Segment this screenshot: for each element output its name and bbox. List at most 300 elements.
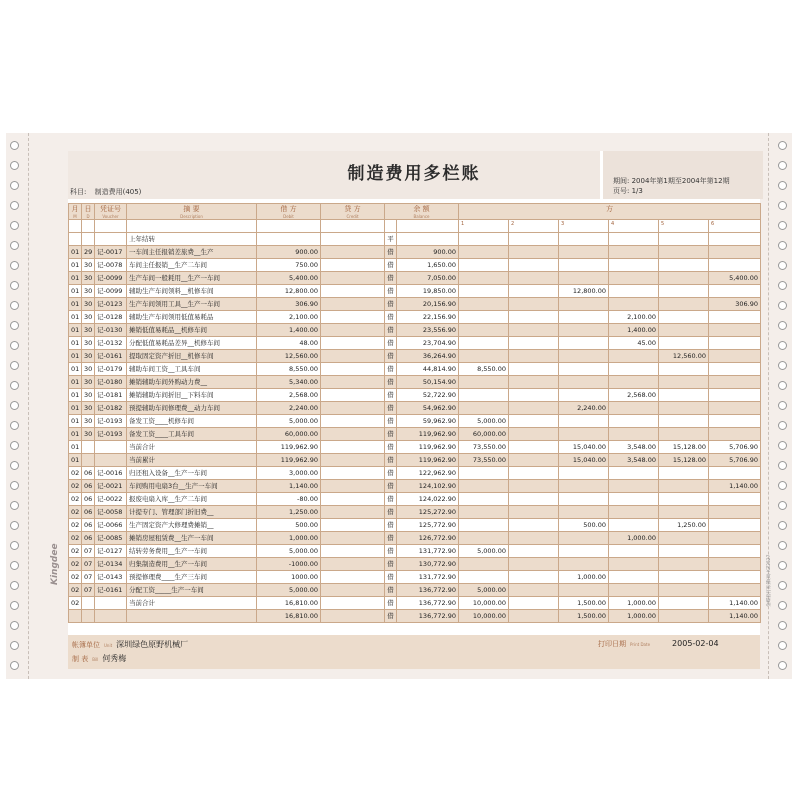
day-cell: 30: [82, 415, 95, 428]
direction-cell: 借: [385, 428, 397, 441]
tractor-hole: [10, 601, 19, 610]
credit-cell: [321, 532, 385, 545]
summary-cell: 生产车间领用工具__生产一车间: [127, 298, 257, 311]
analysis-cell-2: [509, 350, 559, 363]
analysis-cell-6: 5,400.00: [709, 272, 761, 285]
analysis-cell-4: 3,548.00: [609, 454, 659, 467]
summary-cell: 摊销低值易耗品__机修车间: [127, 324, 257, 337]
analysis-cell-3: [559, 532, 609, 545]
debit-cell: 48.00: [257, 337, 321, 350]
analysis-cell-5: [659, 298, 709, 311]
col-1: 1: [459, 220, 509, 233]
ledger-row: [69, 454, 761, 467]
left-perforation: [28, 133, 29, 679]
direction-cell: 借: [385, 402, 397, 415]
voucher-cell: 记-0132: [95, 337, 127, 350]
analysis-cell-3: [559, 415, 609, 428]
analysis-cell-1: [459, 480, 509, 493]
debit-cell: 2,100.00: [257, 311, 321, 324]
month-cell: 01: [69, 441, 82, 454]
page-label: 页号:: [613, 187, 630, 195]
ledger-row: [69, 441, 761, 454]
debit-cell: 5,340.00: [257, 376, 321, 389]
voucher-cell: 记-0021: [95, 480, 127, 493]
summary-cell: 当前合计: [127, 597, 257, 610]
analysis-cell-5: [659, 571, 709, 584]
col-day: 日 D: [82, 204, 95, 220]
analysis-cell-6: [709, 584, 761, 597]
summary-cell: 计提专门、管理部门折旧费__: [127, 506, 257, 519]
analysis-cell-2: [509, 337, 559, 350]
analysis-cell-4: [609, 285, 659, 298]
day-cell: 30: [82, 259, 95, 272]
ledger-row: [69, 324, 761, 337]
analysis-cell-1: [459, 233, 509, 246]
analysis-cell-4: [609, 363, 659, 376]
ledger-row: [69, 558, 761, 571]
analysis-cell-3: [559, 428, 609, 441]
ledger-row: [69, 376, 761, 389]
day-cell: 06: [82, 519, 95, 532]
summary-cell: 报废电扇入库__生产二车间: [127, 493, 257, 506]
direction-cell: 平: [385, 233, 397, 246]
analysis-cell-5: [659, 467, 709, 480]
day-cell: 30: [82, 285, 95, 298]
analysis-cell-2: [509, 610, 559, 623]
tractor-hole: [778, 361, 787, 370]
analysis-cell-5: 12,560.00: [659, 350, 709, 363]
credit-cell: [321, 324, 385, 337]
tractor-hole: [778, 641, 787, 650]
credit-cell: [321, 311, 385, 324]
balance-cell: 119,962.90: [397, 441, 459, 454]
balance-cell: 19,850.00: [397, 285, 459, 298]
tractor-hole: [778, 441, 787, 450]
analysis-cell-1: [459, 272, 509, 285]
tractor-hole: [778, 161, 787, 170]
balance-cell: 44,814.90: [397, 363, 459, 376]
analysis-cell-4: 1,000.00: [609, 610, 659, 623]
month-cell: 01: [69, 454, 82, 467]
credit-cell: [321, 571, 385, 584]
analysis-cell-2: [509, 545, 559, 558]
direction-cell: 借: [385, 324, 397, 337]
analysis-cell-5: [659, 233, 709, 246]
direction-cell: 借: [385, 272, 397, 285]
day-cell: [82, 454, 95, 467]
ledger-table: [68, 203, 761, 623]
debit-cell: 1,400.00: [257, 324, 321, 337]
day-cell: [82, 610, 95, 623]
analysis-cell-4: [609, 545, 659, 558]
ledger-row: [69, 571, 761, 584]
balance-cell: 125,272.90: [397, 506, 459, 519]
direction-cell: 借: [385, 571, 397, 584]
analysis-cell-6: 306.90: [709, 298, 761, 311]
analysis-cell-4: [609, 584, 659, 597]
balance-cell: 136,772.90: [397, 597, 459, 610]
balance-cell: 125,772.90: [397, 519, 459, 532]
company-line: 帐簿单位 Unit 深圳绿色原野机械厂: [72, 640, 189, 649]
tractor-hole: [10, 261, 19, 270]
analysis-cell-2: [509, 571, 559, 584]
footer-band: [68, 635, 760, 669]
analysis-cell-1: [459, 506, 509, 519]
analysis-cell-4: [609, 571, 659, 584]
tractor-hole: [10, 301, 19, 310]
analysis-cell-3: [559, 506, 609, 519]
voucher-cell: 记-0016: [95, 467, 127, 480]
credit-cell: [321, 337, 385, 350]
credit-cell: [321, 467, 385, 480]
balance-cell: 131,772.90: [397, 571, 459, 584]
month-cell: 01: [69, 389, 82, 402]
right-tractor-holes: [774, 133, 792, 679]
analysis-cell-6: [709, 389, 761, 402]
ledger-row: [69, 610, 761, 623]
analysis-cell-6: [709, 506, 761, 519]
analysis-cell-2: [509, 246, 559, 259]
analysis-cell-6: 5,706.90: [709, 441, 761, 454]
col-analysis: 方: [459, 204, 761, 220]
day-cell: [82, 441, 95, 454]
direction-cell: 借: [385, 415, 397, 428]
credit-cell: [321, 597, 385, 610]
analysis-cell-3: [559, 584, 609, 597]
analysis-cell-4: [609, 233, 659, 246]
voucher-cell: 记-0180: [95, 376, 127, 389]
balance-cell: 50,154.90: [397, 376, 459, 389]
summary-cell: 分配低值易耗品差异__机修车间: [127, 337, 257, 350]
col-6: 6: [709, 220, 761, 233]
tractor-hole: [778, 501, 787, 510]
analysis-cell-5: [659, 337, 709, 350]
voucher-cell: 记-0134: [95, 558, 127, 571]
ledger-row: [69, 415, 761, 428]
analysis-cell-2: [509, 363, 559, 376]
day-cell: 29: [82, 246, 95, 259]
credit-cell: [321, 298, 385, 311]
direction-cell: 借: [385, 441, 397, 454]
analysis-cell-1: [459, 298, 509, 311]
ledger-row: [69, 402, 761, 415]
debit-cell: -1000.00: [257, 558, 321, 571]
analysis-cell-3: [559, 259, 609, 272]
summary-cell: 摊销辅助车间折旧__下料车间: [127, 389, 257, 402]
tractor-hole: [10, 541, 19, 550]
month-cell: 02: [69, 571, 82, 584]
analysis-cell-1: 10,000.00: [459, 610, 509, 623]
debit-cell: 1,140.00: [257, 480, 321, 493]
balance-cell: [397, 233, 459, 246]
analysis-cell-1: [459, 493, 509, 506]
summary-cell: 分配工资_____生产一车间: [127, 584, 257, 597]
ledger-row: [69, 506, 761, 519]
voucher-cell: 记-0143: [95, 571, 127, 584]
tractor-hole: [778, 301, 787, 310]
summary-cell: 提取固定资产折旧__机修车间: [127, 350, 257, 363]
voucher-cell: 记-0193: [95, 428, 127, 441]
analysis-cell-6: [709, 545, 761, 558]
summary-cell: 生产固定资产大修理费摊销__: [127, 519, 257, 532]
month-cell: 02: [69, 467, 82, 480]
print-date-line: 打印日期 Print Date 2005-02-04: [598, 639, 719, 648]
tractor-hole: [778, 561, 787, 570]
debit-cell: 2,240.00: [257, 402, 321, 415]
period-value: 2004年第1期至2004年第12期: [631, 177, 730, 185]
analysis-cell-2: [509, 376, 559, 389]
summary-cell: 当前累计: [127, 454, 257, 467]
ledger-row: [69, 233, 761, 246]
analysis-cell-5: [659, 389, 709, 402]
summary-cell: 归还租入设备__生产一车间: [127, 467, 257, 480]
voucher-cell: 记-0058: [95, 506, 127, 519]
direction-cell: 借: [385, 285, 397, 298]
day-cell: [82, 233, 95, 246]
credit-cell: [321, 233, 385, 246]
month-cell: 01: [69, 298, 82, 311]
ledger-sheet: [68, 151, 760, 669]
ledger-row: [69, 584, 761, 597]
day-cell: 07: [82, 571, 95, 584]
analysis-cell-5: [659, 402, 709, 415]
day-cell: 30: [82, 272, 95, 285]
voucher-cell: [95, 454, 127, 467]
analysis-cell-1: [459, 285, 509, 298]
credit-cell: [321, 415, 385, 428]
analysis-cell-2: [509, 454, 559, 467]
debit-cell: 16,810.00: [257, 610, 321, 623]
brand-logo: Kingdee: [50, 543, 60, 585]
analysis-cell-1: 5,000.00: [459, 415, 509, 428]
analysis-cell-5: 15,128.00: [659, 454, 709, 467]
print-date-value: 2005-02-04: [672, 639, 719, 648]
analysis-cell-2: [509, 428, 559, 441]
analysis-cell-5: 15,128.00: [659, 441, 709, 454]
tractor-hole: [10, 401, 19, 410]
analysis-cell-6: [709, 376, 761, 389]
balance-cell: 136,772.90: [397, 584, 459, 597]
tractor-hole: [778, 481, 787, 490]
analysis-cell-1: [459, 350, 509, 363]
analysis-cell-4: 1,400.00: [609, 324, 659, 337]
voucher-cell: 记-0066: [95, 519, 127, 532]
analysis-cell-1: [459, 519, 509, 532]
ledger-row: [69, 480, 761, 493]
direction-cell: 借: [385, 363, 397, 376]
analysis-cell-2: [509, 233, 559, 246]
col-summary: 摘 要 Description: [127, 204, 257, 220]
analysis-cell-1: 8,550.00: [459, 363, 509, 376]
day-cell: 30: [82, 389, 95, 402]
maker-line: 制 表 Bill 何秀梅: [72, 654, 127, 663]
ledger-row: [69, 597, 761, 610]
direction-cell: 借: [385, 558, 397, 571]
voucher-cell: 记-0161: [95, 350, 127, 363]
col-credit: 贷 方 Credit: [321, 204, 385, 220]
tractor-hole: [10, 521, 19, 530]
day-cell: 07: [82, 545, 95, 558]
analysis-cell-2: [509, 389, 559, 402]
tractor-hole: [778, 321, 787, 330]
credit-cell: [321, 428, 385, 441]
analysis-cell-5: [659, 545, 709, 558]
credit-cell: [321, 272, 385, 285]
analysis-cell-2: [509, 285, 559, 298]
analysis-cell-6: [709, 519, 761, 532]
summary-cell: 归集制造费用__生产一车间: [127, 558, 257, 571]
analysis-cell-4: 1,000.00: [609, 597, 659, 610]
direction-cell: 借: [385, 337, 397, 350]
analysis-cell-3: [559, 389, 609, 402]
analysis-cell-1: [459, 324, 509, 337]
ledger-row: [69, 519, 761, 532]
analysis-cell-2: [509, 493, 559, 506]
analysis-cell-6: [709, 558, 761, 571]
balance-cell: 22,156.90: [397, 311, 459, 324]
balance-cell: 1,650.00: [397, 259, 459, 272]
month-cell: 01: [69, 272, 82, 285]
day-cell: 30: [82, 428, 95, 441]
analysis-cell-3: 500.00: [559, 519, 609, 532]
debit-cell: 119,962.90: [257, 454, 321, 467]
direction-cell: 借: [385, 389, 397, 402]
summary-cell: 生产车间一般耗用__生产一车间: [127, 272, 257, 285]
direction-cell: 借: [385, 493, 397, 506]
analysis-cell-6: 5,706.90: [709, 454, 761, 467]
direction-cell: 借: [385, 246, 397, 259]
summary-cell: 辅助生产车间领料__机修车间: [127, 285, 257, 298]
debit-cell: 8,550.00: [257, 363, 321, 376]
tractor-hole: [778, 181, 787, 190]
balance-cell: 122,962.90: [397, 467, 459, 480]
col-3: 3: [559, 220, 609, 233]
analysis-cell-4: [609, 246, 659, 259]
col-debit: 借 方 Debit: [257, 204, 321, 220]
analysis-cell-3: [559, 545, 609, 558]
analysis-cell-5: [659, 506, 709, 519]
tractor-hole: [778, 221, 787, 230]
month-cell: 02: [69, 532, 82, 545]
analysis-cell-2: [509, 480, 559, 493]
summary-cell: 上年结转: [127, 233, 257, 246]
direction-cell: 借: [385, 376, 397, 389]
analysis-cell-4: [609, 402, 659, 415]
analysis-cell-3: 12,800.00: [559, 285, 609, 298]
tractor-hole: [10, 221, 19, 230]
analysis-cell-2: [509, 558, 559, 571]
analysis-cell-6: [709, 402, 761, 415]
debit-cell: 5,000.00: [257, 415, 321, 428]
day-cell: 06: [82, 506, 95, 519]
credit-cell: [321, 285, 385, 298]
analysis-cell-1: [459, 376, 509, 389]
analysis-cell-5: [659, 246, 709, 259]
balance-cell: 20,156.90: [397, 298, 459, 311]
analysis-cell-3: [559, 558, 609, 571]
balance-cell: 54,962.90: [397, 402, 459, 415]
day-cell: 30: [82, 298, 95, 311]
balance-cell: 36,264.90: [397, 350, 459, 363]
analysis-cell-1: [459, 402, 509, 415]
voucher-cell: 记-0193: [95, 415, 127, 428]
direction-cell: 借: [385, 532, 397, 545]
tractor-hole: [778, 141, 787, 150]
analysis-cell-4: [609, 298, 659, 311]
ledger-row: [69, 532, 761, 545]
debit-cell: 1000.00: [257, 571, 321, 584]
month-cell: 02: [69, 519, 82, 532]
col-2: 2: [509, 220, 559, 233]
tractor-hole: [10, 641, 19, 650]
analysis-cell-1: [459, 467, 509, 480]
month-cell: 02: [69, 597, 82, 610]
tractor-hole: [10, 481, 19, 490]
direction-cell: 借: [385, 350, 397, 363]
analysis-cell-5: [659, 259, 709, 272]
analysis-cell-4: 45.00: [609, 337, 659, 350]
voucher-cell: 记-0181: [95, 389, 127, 402]
debit-cell: 60,000.00: [257, 428, 321, 441]
analysis-cell-4: [609, 350, 659, 363]
analysis-cell-6: 1,140.00: [709, 610, 761, 623]
balance-cell: 23,556.90: [397, 324, 459, 337]
credit-cell: [321, 259, 385, 272]
credit-cell: [321, 363, 385, 376]
analysis-cell-5: [659, 610, 709, 623]
day-cell: 07: [82, 584, 95, 597]
credit-cell: [321, 389, 385, 402]
credit-cell: [321, 558, 385, 571]
month-cell: 01: [69, 311, 82, 324]
col-5: 5: [659, 220, 709, 233]
analysis-cell-6: [709, 337, 761, 350]
summary-cell: 辅助生产车间领用低值易耗品: [127, 311, 257, 324]
month-cell: 01: [69, 363, 82, 376]
day-cell: 07: [82, 558, 95, 571]
month-cell: 01: [69, 324, 82, 337]
voucher-cell: 记-0099: [95, 272, 127, 285]
analysis-cell-4: [609, 519, 659, 532]
direction-cell: 借: [385, 454, 397, 467]
ledger-row: [69, 428, 761, 441]
day-cell: 06: [82, 493, 95, 506]
tractor-hole: [10, 621, 19, 630]
debit-cell: 1,000.00: [257, 532, 321, 545]
tractor-hole: [778, 401, 787, 410]
direction-cell: 借: [385, 597, 397, 610]
analysis-cell-2: [509, 298, 559, 311]
month-cell: 01: [69, 246, 82, 259]
day-cell: [82, 597, 95, 610]
analysis-cell-3: [559, 246, 609, 259]
direction-cell: 借: [385, 259, 397, 272]
analysis-cell-1: 5,000.00: [459, 584, 509, 597]
voucher-cell: 记-0099: [95, 285, 127, 298]
col-month: 月 M: [69, 204, 82, 220]
tractor-hole: [778, 521, 787, 530]
month-cell: 02: [69, 558, 82, 571]
balance-cell: 124,102.90: [397, 480, 459, 493]
direction-cell: 借: [385, 610, 397, 623]
analysis-cell-1: [459, 532, 509, 545]
ledger-row: [69, 389, 761, 402]
analysis-cell-1: [459, 311, 509, 324]
analysis-cell-2: [509, 441, 559, 454]
analysis-cell-6: [709, 532, 761, 545]
analysis-cell-6: [709, 493, 761, 506]
voucher-cell: 记-0078: [95, 259, 127, 272]
